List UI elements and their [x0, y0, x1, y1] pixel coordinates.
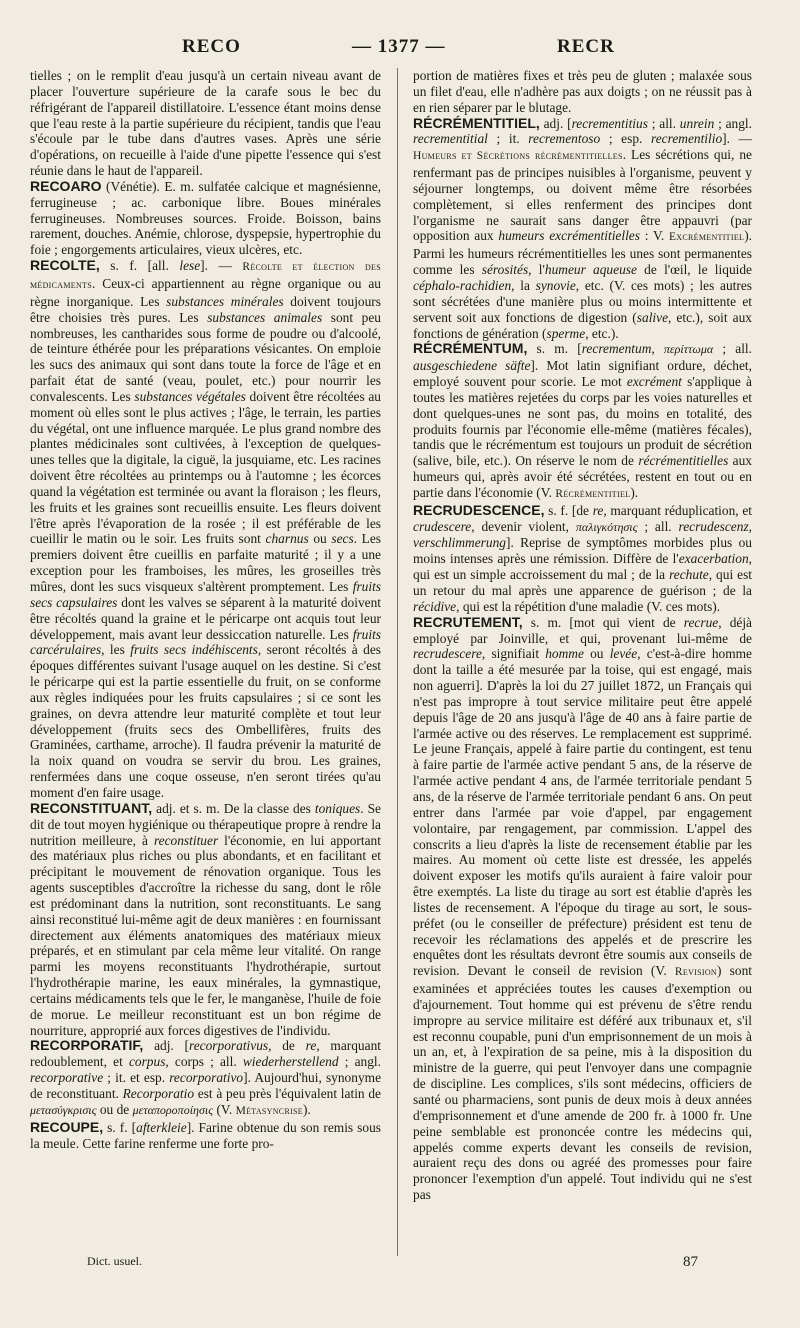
entry-recrementum: RÉCRÉMENTUM, s. m. [recrementum, περίττωμα ; all. ausgeschiedene säfte]. Mot latin signifiant ordure, déchet, employé souvent pour scorie. Le mot excrément s'applique à toutes les matières rejetées du corps par les voies naturelles et dont quelques-unes ne sont pas, du moins en totalité, des produits fournis par l'économie elle-même (matières fécales), tandis que le récrémentum est toujours un produit de sécrétion (salive, bile, etc.). On réserve le nom de récrémentitielles aux humeurs qui, après avoir été sécrétées, restent en tout ou en partie dans l'économie (V. Récrémentitiel). — [413, 340, 752, 500]
headword-recrementum: RÉCRÉMENTUM, — [413, 340, 528, 357]
entry-recoaro: RECOARO (Vénétie). E. m. sulfatée calcique et magnésienne, ferrugineuse ; ac. carbonique libre. Boues minérales ferrugineuses. Nombreuses sources. Froide. Boisson, bains rarement, douches. Anémie, chlorose, dyspepsie, hypertrophie du foie ; engorgements articulaires, vieux ulcères, etc. — [30, 177, 381, 258]
headword-recoaro: RECOARO — [30, 177, 102, 194]
entry-recrudescence: RECRUDESCENCE, s. f. [de re, marquant réduplication, et crudescere, devenir violent, παλιγκότησις ; all. recrudescenz, verschlimmerung]. Reprise de symptômes morbides plus ou moins intenses après une rémission. Diffère de l'exacerbation, qui est un simple accroissement du mal ; de la rechute, qui est un retour du mal après une apparence de guérison ; de la récidive, qui est la répétition d'une maladie (V. ces mots). — [413, 501, 752, 614]
entry-recrementitiel: RÉCRÉMENTITIEL, adj. [recrementitius ; all. unrein ; angl. recrementitial ; it. recrementoso ; esp. recrementilio]. — Humeurs et Sécrétions récrémentitielles. Les sécrétions qui, ne renfermant pas de principes nuisibles à l'organisme, peuvent y séjourner longtemps, ou doivent même être résorbées complètement, si elles renferment des principes dont l'organisme ne saurait sans danger être appauvri (par opposition aux humeurs excrémentitielles : V. Excrémentitiel). Parmi les humeurs récrémentitielles les unes sont permanentes comme les sérosités, l'humeur aqueuse de l'œil, le liquide céphalo-rachidien, la synovie, etc. (V. ces mots) ; les autres sont sécrétées d'une manière plus ou moins intermittente et servent soit aux fonctions de digestion (salive, etc.), soit aux fonctions de génération (sperme, etc.). — [413, 114, 753, 341]
right-column — [413, 68, 752, 1203]
page-footer — [0, 1254, 800, 1274]
headword-reconstituant: RECONSTITUANT, — [30, 799, 153, 816]
headword-recoupe: RECOUPE, — [30, 1118, 104, 1135]
running-head-right: RECR — [557, 36, 615, 57]
entry-continuation-right: portion de matières fixes et très peu de gluten ; malaxée sous un filet d'eau, elle n'adhère pas aux doigts ; on ne réussit pas à en rien séparer par le blutage. — [413, 68, 752, 115]
left-column — [30, 68, 381, 1151]
headword-recorporatif: RECORPORATIF, — [30, 1037, 144, 1054]
entry-recoupe: RECOUPE, s. f. [afterkleie]. Farine obtenue du son remis sous la meule. Cette farine renferme une forte pro- — [30, 1118, 381, 1151]
running-head-left: RECO — [182, 36, 241, 57]
headword-recrutement: RECRUTEMENT, — [413, 613, 523, 630]
entry-recrutement: RECRUTEMENT, s. m. [mot qui vient de recrue, déjà employé par Joinville, et qui, provenant lui-même de recrudescere, signifiait homme ou levée, c'est-à-dire homme dont la taille a été mesurée par la toise, qui est engagé, mais non aguerri]. D'après la loi du 27 juillet 1872, un Français qui n'est pas impropre à tout service militaire peut être appelé depuis l'âge de 20 ans jusqu'à l'âge de 40 ans à faire partie de l'armée active ou des réserves. Le remplacement est supprimé. Le jeune Français, appelé à faire partie du contingent, est tenu à faire partie de l'armée active pendant 5 ans, de la réserve de l'armée active pendant 4 ans, de l'armée territoriale pendant 5 ans, de la réserve de l'armée territoriale pendant 6 ans. On peut entrer dans l'armée par voie d'appel, par engagement volontaire, par rengagement, par commission. L'appel des conscrits a lieu d'après la liste de recensement établie par les maires. Au moment où cette liste est dressée, les appelés doivent exposer les motifs qu'ils auraient à faire valoir pour être exemptés. La liste du tirage au sort est établie d'après les listes de recensement. A l'époque du tirage au sort, le sous-préfet (ou le conseiller de préfecture) président est tenu de recevoir les réclamations des appelés et de prescrire les enquêtes dont les résultats devront être soumis aux conseils de revision. Devant le conseil de revision (V. Revision) sont examinées et appréciées toutes les causes d'exemption ou d'ajournement. Tout homme qui est prévenu de s'être rendu impropre au service militaire est déféré aux tribunaux et, s'il est reconnu coupable, puni d'un emprisonnement de un mois à un an, et, à l'expiration de sa peine, mis à la disposition du ministre de la guerre, qui peut l'envoyer dans une compagnie de discipline. Les complices, s'ils sont médecins, officiers de santé ou pharmaciens, sont punis de deux mois à deux années d'emprisonnement et d'une amende de 200 fr. à 1000 fr. Une peine semblable est prononcée contre les médecins qui, appelés comme experts devant les conseils de revision, auraient reçu des dons ou agréé des promesses pour faire prononcer l'exemption d'un appelé. Tout individu qui ne s'est pas — [413, 613, 753, 1203]
entry-reconstituant: RECONSTITUANT, adj. et s. m. De la classe des toniques. Se dit de tout moyen hygiénique ou thérapeutique propre à rendre la nutrition meilleure, à reconstituer l'économie, en lui apportant des matériaux plus riches ou plus abondants, et en facilitant et précipitant le mouvement de rénovation organique. Tous les agents susceptibles d'accroître la richesse du sang, dont le rôle est prédominant dans la nutrition, sont reconstituants. Le sang ainsi reconstitué lui-même agit de deux manières : en fournissant directement aux éléments anatomiques des matériaux mieux préparés, et en stimulant par cela même leur vitalité. On range parmi les moyens reconstituants l'hydrothérapie, surtout l'hydrothérapie marine, les eaux minérales, la gymnastique, certains médicaments tels que le fer, le manganèse, l'huile de foie de morue. Le meilleur reconstituant est un bon régime de nourriture, approprié aux forces digestives de l'individu. — [30, 799, 381, 1038]
headword-recrudescence: RECRUDESCENCE, — [413, 501, 545, 518]
sheet-number: 87 — [683, 1254, 698, 1270]
headword-recrementitiel: RÉCRÉMENTITIEL, — [413, 114, 540, 131]
page-number-header: — 1377 — — [352, 36, 446, 57]
page-header — [0, 36, 800, 66]
entry-recolte: RECOLTE, s. f. [all. lese]. — Récolte et élection des médicaments. Ceux-ci appartiennent au règne organique ou au règne inorganique. Les substances minérales doivent toujours être choisies très pures. Les substances animales sont peu nombreuses, les cantharides sous forme de poudre ou d'alcoolé, de teinture éthérée pour les préparations vésicantes. On emploie les sucs des animaux qui sont dans toute la force de l'âge et en parfait état de santé (veau, poulet, etc.) pour nourrir les convalescents. Les substances végétales doivent être récoltées au moment où elles sont le plus actives ; l'âge, le terrain, les parties du végétal, ont une influence marquée. Le plus grand nombre des plantes médicinales sont cultivées, à l'exception de quelques-unes telles que la digitale, la ciguë, la jusquiame, etc. Les racines doivent être récoltées au printemps ou à l'automne ; les écorces quand la végétation est terminée ou avant la floraison ; les fleurs, les fruits et les graines sont recueillis ensuite. Les fleurs doivent l'être après l'évaporation de la rosée ; il est préférable de les cueillir le matin ou le soir. Les fruits sont charnus ou secs. Les premiers doivent être cueillis en parfaite maturité ; il y a une exception pour les framboises, les mûres, les groseilles très mûres, dont les sucs visqueux s'altèrent promptement. Les fruits secs capsulaires dont les valves se séparent à la maturité doivent être récoltés quand la graine et le péricarpe ont acquis tout leur développement, mais avant leur dessiccation naturelle. Les fruits carcérulaires, les fruits secs indéhiscents, seront récoltés à des époques différentes suivant l'usage auquel on les destine. Si c'est le péricarpe qui est la partie essentielle du fruit, on se conforme aux règles indiquées pour les fruits capsulaires ; si ce sont les graines, on devra attendre leur maturité complète et tout leur développement (fruits secs des Ombellifères, fruits des Graminées, carthame, arroche). Il faudra prévenir la maturité de la noix quand on voudra se servir du brou. Les graines, renfermées dans une coque osseuse, n'en seront tirées qu'au moment d'en faire usage. — [30, 257, 382, 800]
entry-continuation: tielles ; on le remplit d'eau jusqu'à un certain niveau avant de placer l'ouverture supérieure de la carafe sous le bec du réfrigérant de l'appareil distillatoire. L'essence étant moins dense que l'eau reste à la partie supérieure du récipient, tandis que l'eau s'écoule par le tube dans d'autres vases. Après une série d'opérations, on recueille à l'aide d'une pipette l'essence qui s'est réunie dans le haut de l'appareil. — [30, 68, 381, 179]
signature-mark: Dict. usuel. — [87, 1254, 142, 1268]
column-divider — [397, 68, 398, 1256]
headword-recolte: RECOLTE, — [30, 257, 100, 274]
entry-recorporatif: RECORPORATIF, adj. [recorporativus, de re, marquant redoublement, et corpus, corps ; all. wiederherstellend ; angl. recorporative ; it. et esp. recorporativo]. Aujourd'hui, synonyme de reconstituant. Recorporatio est à peu près l'équivalent latin de μετασύγκρισις ou de μεταποροποίησις (V. Métasyncrise). — [30, 1037, 382, 1117]
